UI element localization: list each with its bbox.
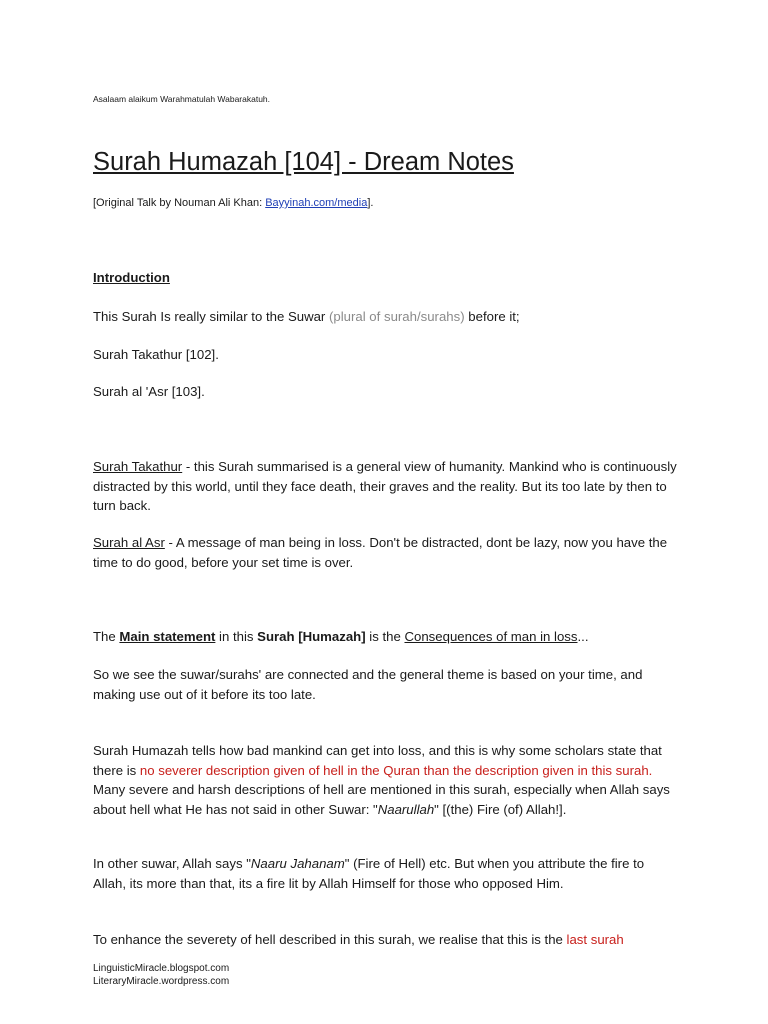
humazah-text: " [(the) Fire (of) Allah!].	[434, 801, 567, 817]
takathur-label: Surah Takathur	[93, 459, 183, 474]
main-statement-text: ...	[577, 629, 589, 644]
enhance-paragraph	[93, 930, 678, 950]
asr-paragraph	[93, 533, 678, 572]
main-statement-text: in this	[215, 629, 258, 644]
footer-blog-link: LinguisticMiracle.blogspot.com	[93, 963, 230, 974]
surah-humazah-label: Surah [Humazah]	[257, 629, 366, 644]
takathur-paragraph	[93, 457, 678, 516]
takathur-text: - this Surah summarised is a general view of humanity. Mankind who is continuously distracted by this world, until they face death, their graves and the reality. But its too late by then to turn back.	[93, 459, 677, 513]
main-statement-text: is the	[365, 629, 405, 644]
intro-text: This Surah Is really similar to the Suwar	[93, 309, 329, 324]
naaru-jahanam-term: Naaru Jahanam	[250, 856, 345, 871]
footer	[93, 962, 678, 988]
consequences-label: Consequences of man in loss	[404, 629, 578, 644]
source-prefix: [Original Talk by Nouman Ali Khan:	[93, 197, 266, 209]
humazah-text: Many severe and harsh descriptions of hell are mentioned in this surah, especially when Allah says about hell what He has not said in other Suwar: "	[93, 782, 670, 817]
humazah-paragraph	[93, 741, 678, 819]
intro-paragraph	[93, 307, 678, 327]
humazah-text: Surah Humazah tells how bad mankind can get into loss, and this is why some scholars state that there is	[93, 743, 662, 778]
humazah-highlight: no severer description given of hell in the Quran than the description given in this surah.	[139, 762, 653, 778]
greeting: Asalaam alaikum Warahmatulah Wabarakatuh.	[93, 94, 271, 104]
enhance-text: To enhance the severety of hell described in this surah, we realise that this is the	[93, 932, 567, 947]
other-suwar-paragraph	[93, 854, 678, 893]
other-suwar-text: " (Fire of Hell) etc. But when you attribute the fire to Allah, its more than that, its a fire lit by Allah Himself for those who opposed Him.	[93, 856, 645, 891]
main-statement-label: Main statement	[119, 629, 216, 644]
main-statement-text: The	[93, 629, 120, 644]
intro-note: (plural of surah/surahs)	[329, 309, 465, 324]
footer-wordpress-link: LiteraryMiracle.wordpress.com	[93, 976, 230, 987]
asr-reference: Surah al 'Asr [103].	[93, 384, 205, 399]
page-title: Surah Humazah [104] - Dream Notes	[93, 148, 514, 176]
bayyinah-link[interactable]: Bayyinah.com/media	[265, 197, 368, 209]
naarullah-term: Naarullah	[377, 801, 435, 817]
asr-text: - A message of man being in loss. Don't be distracted, dont be lazy, now you have the time to do good, before your set time is over.	[93, 535, 668, 570]
other-suwar-text: In other suwar, Allah says "	[93, 856, 251, 871]
takathur-reference: Surah Takathur [102].	[93, 347, 219, 362]
asr-label: Surah al Asr	[93, 535, 165, 550]
connected-paragraph: So we see the suwar/surahs' are connected and the general theme is based on your time, and making use out of it before its too late.	[93, 667, 643, 702]
source-line	[93, 195, 678, 211]
intro-after: before it;	[464, 309, 520, 324]
last-surah-highlight: last surah	[566, 932, 624, 947]
introduction-heading: Introduction	[93, 270, 170, 285]
main-statement-paragraph	[93, 627, 678, 647]
source-suffix: ].	[367, 197, 374, 209]
